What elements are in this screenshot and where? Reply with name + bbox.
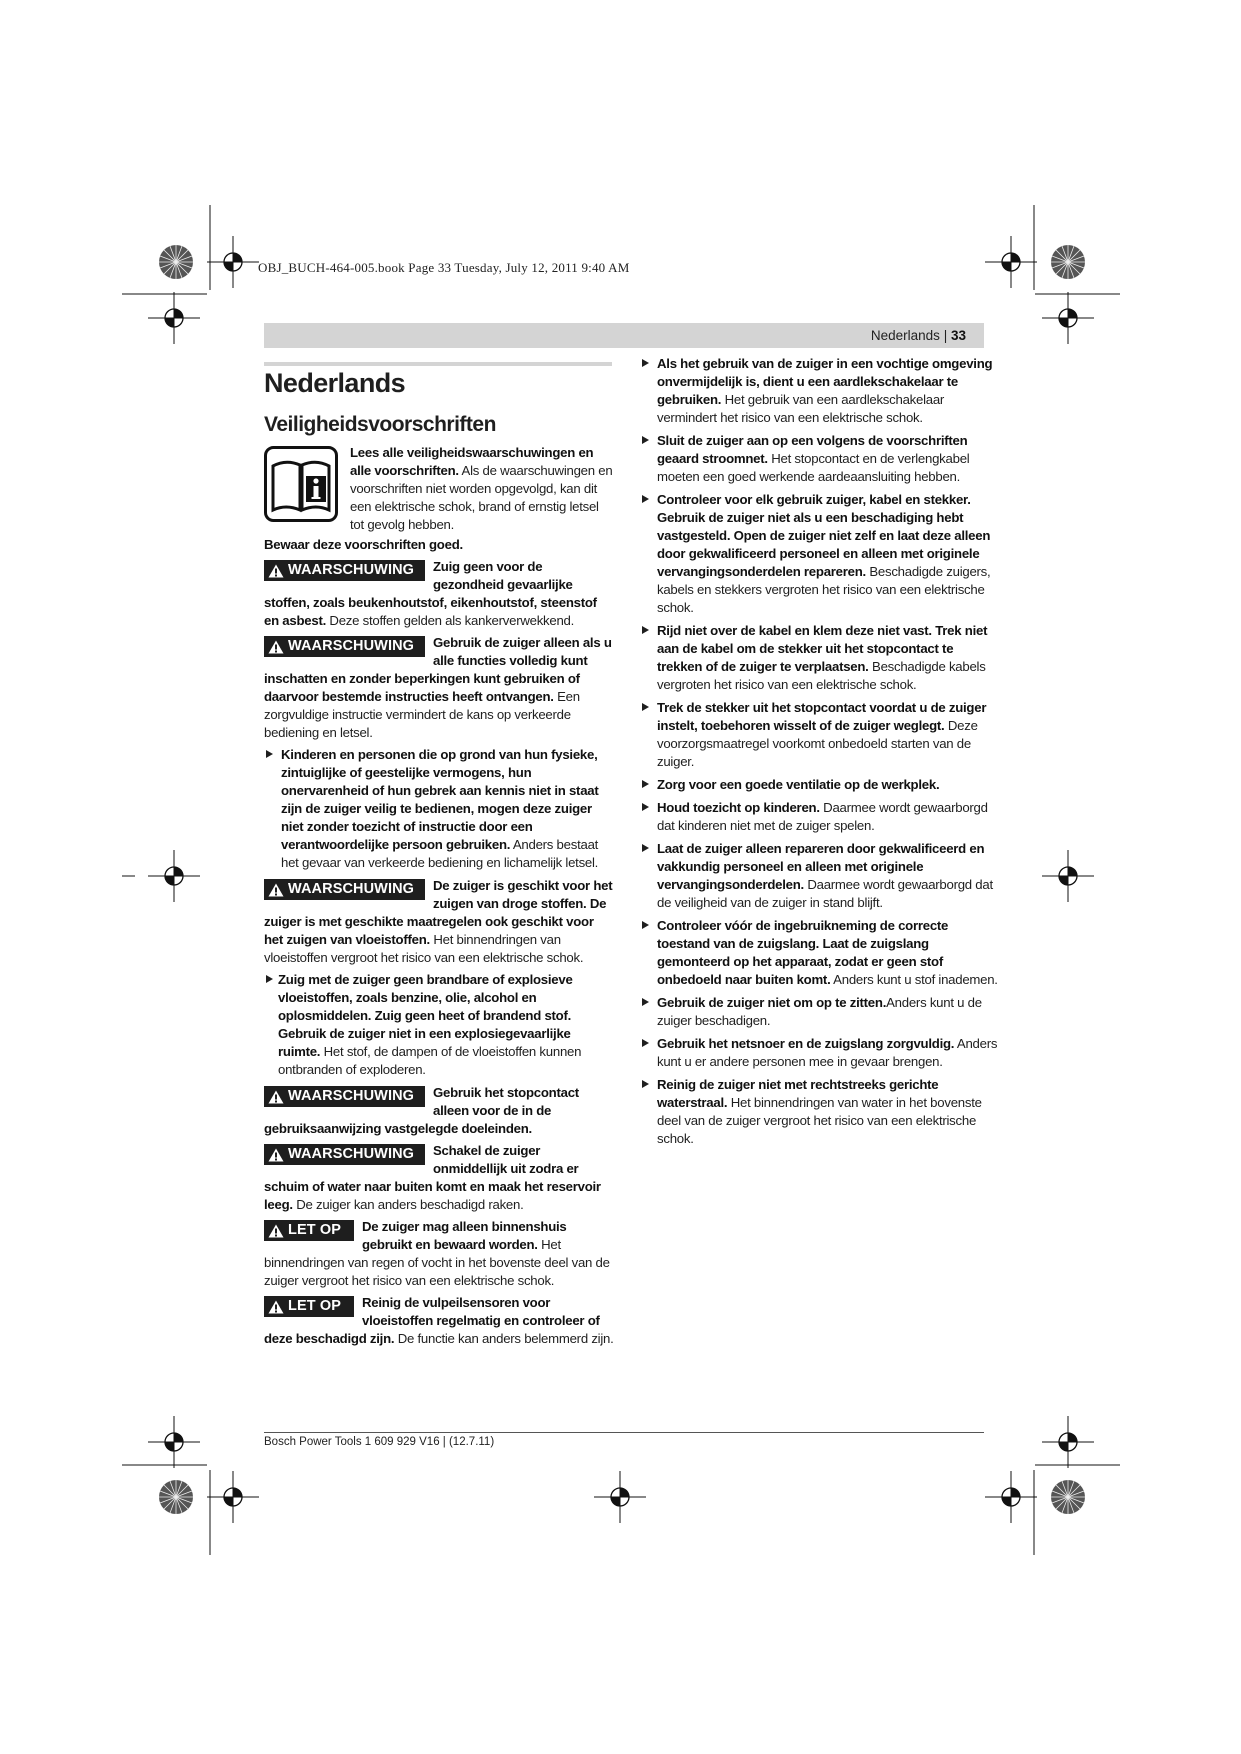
list-item: Laat de zuiger alleen repareren door gekwalificeerd en vakkundig personeel en alleen met originele vervangingsonderdelen. Daarmee wordt gewaarborgd dat de veiligheid van de zuiger in stand blijft. — [640, 840, 1000, 912]
bullet-arrow-icon — [266, 975, 273, 983]
bullet-arrow-icon — [642, 359, 649, 367]
intro-paragraph: Lees alle veiligheidswaarschuwingen en alle voorschriften. Als de waarschuwingen en voorschriften niet worden opgevolgd, kan dit een elektrische schok, brand of ernstig letsel tot gevolg hebben. — [350, 445, 613, 532]
warning-triangle-icon — [268, 1148, 284, 1162]
list-item: Trek de stekker uit het stopcontact voordat u de zuiger instelt, toebehoren wisselt of de zuiger weglegt. Deze voorzorgsmaatregel voorkomt onbedoeld starten van de zuiger. — [640, 699, 1000, 771]
bullet-arrow-icon — [642, 703, 649, 711]
caution-2: LET OP Reinig de vulpeilsensoren voor vloeistoffen regelmatig en controleer of deze beschadigd zijn. De functie kan anders belemmerd zijn. — [264, 1295, 614, 1346]
warning-3: WAARSCHUWING De zuiger is geschikt voor het zuigen van droge stoffen. De zuiger is met geschikte maatregelen ook geschikt voor het zuigen van vloeistoffen. Het binnendringen van vloeistoffen vergroot het risico van een elektrische schok. — [264, 878, 613, 965]
list-item: Sluit de zuiger aan op een volgens de voorschriften geaard stroomnet. Het stopcontact en de verlengkabel moeten een goed werkende aardeaansluiting hebben. — [640, 432, 1000, 486]
bullet-arrow-icon — [642, 495, 649, 503]
bullet-arrow-icon — [642, 921, 649, 929]
list-item: Als het gebruik van de zuiger in een vochtige omgeving onvermijdelijk is, dient u een aardlekschakelaar te gebruiken. Het gebruik van een aardlekschakelaar vermindert het risico van een elektrische schok. — [640, 355, 1000, 427]
bullet-arrow-icon — [642, 626, 649, 634]
warning-5: WAARSCHUWING Schakel de zuiger onmiddellijk uit zodra er schuim of water naar buiten komt en maak het reservoir leeg. De zuiger kan anders beschadigd raken. — [264, 1143, 601, 1212]
warning-badge: WAARSCHUWING — [264, 560, 425, 581]
bullet-arrow-icon — [642, 1080, 649, 1088]
list-item: Gebruik de zuiger niet om op te zitten.Anders kunt u de zuiger beschadigen. — [640, 994, 1000, 1030]
section-title: Veiligheidsvoorschriften — [264, 413, 496, 436]
left-column — [264, 366, 614, 1352]
bullet-arrow-icon — [642, 998, 649, 1006]
warning-badge: WAARSCHUWING — [264, 1144, 425, 1165]
footer-rule — [264, 1432, 984, 1433]
warning-badge: WAARSCHUWING — [264, 879, 425, 900]
bullet-arrow-icon — [266, 750, 273, 758]
list-item: Controleer vóór de ingebruikneming de correcte toestand van de zuigslang. Laat de zuigslang gemonteerd op het apparaat, zodat er geen stof onbedoeld naar buiten komt. Anders kunt u stof inademen. — [640, 917, 1000, 989]
warning-triangle-icon — [268, 1300, 284, 1314]
keep-instructions: Bewaar deze voorschriften goed. — [264, 537, 463, 552]
list-item: Controleer voor elk gebruik zuiger, kabel en stekker. Gebruik de zuiger niet als u een beschadiging hebt vastgesteld. Open de zuiger niet zelf en laat deze alleen door gekwalificeerd personeel en alleen met originele vervangingsonderdelen repareren. Beschadigde zuigers, kabels en stekkers vergroten het risico van een elektrische schok. — [640, 491, 1000, 617]
caution-badge: LET OP — [264, 1296, 354, 1317]
list-item: Rijd niet over de kabel en klem deze niet vast. Trek niet aan de kabel om de stekker uit het stopcontact te trekken of de zuiger te verplaatsen. Beschadigde kabels vergroten het risico van een elektrische schok. — [640, 622, 1000, 694]
list-item: Reinig de zuiger niet met rechtstreeks gerichte waterstraal. Het binnendringen van water in het bovenste deel van de zuiger vergroot het risico van een elektrische schok. — [640, 1076, 1000, 1148]
warning-badge: WAARSCHUWING — [264, 636, 425, 657]
caution-badge: LET OP — [264, 1220, 354, 1241]
list-item: Gebruik het netsnoer en de zuigslang zorgvuldig. Anders kunt u er andere personen mee in gevaar brengen. — [640, 1035, 1000, 1071]
bullet-arrow-icon — [642, 844, 649, 852]
warning-badge: WAARSCHUWING — [264, 1086, 425, 1107]
warning-2: WAARSCHUWING Gebruik de zuiger alleen als u alle functies volledig kunt inschatten en zonder beperkingen kunt gebruiken of daarvoor bestemde instructies heeft ontvangen. Een zorgvuldige instructie vermindert de kans op verkeerde bediening en letsel. — [264, 635, 612, 740]
warning-triangle-icon — [268, 640, 284, 654]
warning-triangle-icon — [268, 564, 284, 578]
bullet-arrow-icon — [642, 1039, 649, 1047]
list-item: Zorg voor een goede ventilatie op de werkplek. — [640, 776, 1000, 794]
caution-1: LET OP De zuiger mag alleen binnenshuis gebruikt en bewaard worden. Het binnendringen van regen of vocht in het bovenste deel van de zuiger vergroot het risico van een elektrische schok. — [264, 1219, 610, 1288]
page-title: Nederlands — [264, 368, 406, 398]
page-number: 33 — [950, 328, 966, 343]
warning-triangle-icon — [268, 883, 284, 897]
bullet-flammable: Zuig met de zuiger geen brandbare of explosieve vloeistoffen, zoals benzine, olie, alcohol en oplosmiddelen. Zuig geen heet of brandend stof. Gebruik de zuiger niet in een explosiegevaarlijke ruimte. Het stof, de dampen of de vloeistoffen kunnen ontbranden of exploderen. — [264, 971, 614, 1079]
read-manual-icon — [264, 446, 338, 522]
warning-triangle-icon — [268, 1224, 284, 1238]
list-item: Houd toezicht op kinderen. Daarmee wordt gewaarborgd dat kinderen niet met de zuiger spelen. — [640, 799, 1000, 835]
warning-1: WAARSCHUWING Zuig geen voor de gezondheid gevaarlijke stoffen, zoals beukenhoutstof, eikenhoutstof, steenstof en asbest. Deze stoffen gelden als kankerverwekkend. — [264, 559, 597, 628]
header-text — [871, 328, 966, 343]
bullet-arrow-icon — [642, 803, 649, 811]
running-header — [264, 323, 984, 348]
bullet-children: Kinderen en personen die op grond van hun fysieke, zintuiglijke of geestelijke vermogens, hun onervarenheid of hun gebrek aan kennis niet in staat zijn de zuiger veilig te bedienen, mogen deze zuiger niet zonder toezicht of instructie door een verantwoordelijke persoon gebruiken. Anders bestaat het gevaar van verkeerde bediening en lichamelijk letsel. — [264, 746, 614, 872]
bullet-arrow-icon — [642, 436, 649, 444]
warning-triangle-icon — [268, 1090, 284, 1104]
intro-block — [264, 444, 614, 536]
print-header: OBJ_BUCH-464-005.book Page 33 Tuesday, July 12, 2011 9:40 AM — [258, 260, 630, 275]
header-separator: | — [943, 328, 948, 343]
warning-4: WAARSCHUWING Gebruik het stopcontact alleen voor de in de gebruiksaanwijzing vastgelegde doeleinden. — [264, 1085, 579, 1136]
header-section: Nederlands — [870, 328, 940, 343]
page-footer: Bosch Power Tools 1 609 929 V16 | (12.7.11) — [264, 1436, 495, 1448]
bullet-arrow-icon — [642, 780, 649, 788]
right-column — [640, 355, 1000, 1153]
